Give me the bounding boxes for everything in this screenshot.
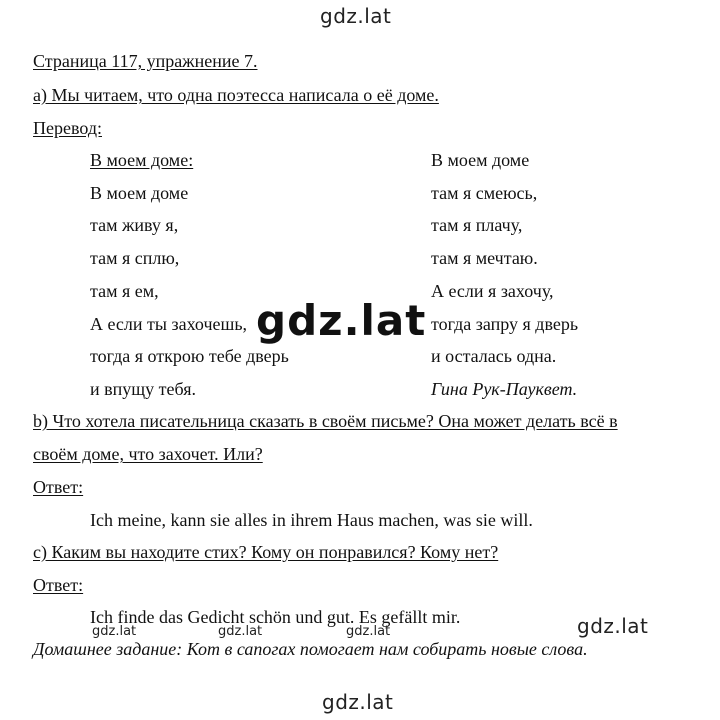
watermark-small: gdz.lat	[218, 624, 263, 639]
answer-c: Ich finde das Gedicht schön und gut. Es gefällt mir.	[90, 607, 461, 627]
part-c-question: c) Каким вы находите стих? Кому он понравился? Кому нет?	[33, 542, 499, 562]
answer-label-b: Ответ:	[33, 477, 84, 497]
watermark-small: gdz.lat	[346, 624, 391, 639]
watermark-right: gdz.lat	[577, 614, 649, 638]
watermark-center: gdz.lat	[256, 296, 427, 345]
answer-label-c: Ответ:	[33, 575, 84, 595]
poem-right-line: А если я захочу,	[431, 281, 554, 301]
watermark-bottom: gdz.lat	[322, 690, 394, 714]
poem-left-line: и впущу тебя.	[90, 379, 196, 399]
poem-left-line: там я сплю,	[90, 248, 180, 268]
poem-author: Гина Рук-Пауквет.	[431, 379, 578, 399]
homework-note: Домашнее задание: Кот в сапогах помогает нам собирать новые слова.	[33, 639, 588, 659]
poem-left-line: В моем доме	[90, 183, 189, 203]
poem-right-line: и осталась одна.	[431, 346, 557, 366]
watermark-top: gdz.lat	[320, 4, 392, 28]
poem-right-line: В моем доме	[431, 150, 530, 170]
poem-right-line: там я плачу,	[431, 215, 523, 235]
poem-left-line: тогда я открою тебе дверь	[90, 346, 289, 366]
part-b-question-line2: своём доме, что захочет. Или?	[33, 444, 263, 464]
poem-left-line: А если ты захочешь,	[90, 314, 248, 334]
poem-left-line: там живу я,	[90, 215, 179, 235]
poem-right-line: там я мечтаю.	[431, 248, 538, 268]
poem-left-line: там я ем,	[90, 281, 159, 301]
poem-right-line: тогда запру я дверь	[431, 314, 579, 334]
exercise-header: Страница 117, упражнение 7.	[33, 51, 258, 71]
part-b-question-line1: b) Что хотела писательница сказать в своём письме? Она может делать всё в	[33, 411, 618, 431]
poem-right-line: там я смеюсь,	[431, 183, 538, 203]
poem-left-line: В моем доме:	[90, 150, 194, 170]
watermark-small: gdz.lat	[92, 624, 137, 639]
translation-label: Перевод:	[33, 118, 102, 138]
part-a-prompt: а) Мы читаем, что одна поэтесса написала о её доме.	[33, 85, 439, 105]
answer-b: Ich meine, kann sie alles in ihrem Haus machen, was sie will.	[90, 510, 533, 530]
